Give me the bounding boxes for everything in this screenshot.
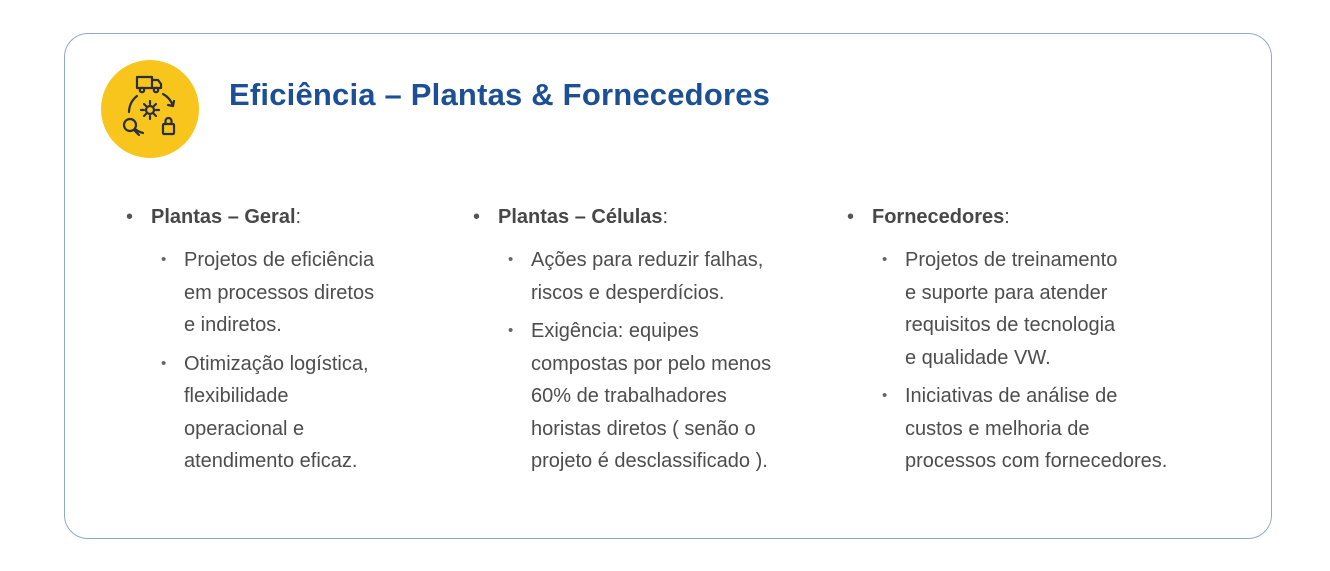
list-item-line: e qualidade VW. xyxy=(905,346,1051,369)
column-heading xyxy=(126,202,374,232)
column-heading-label: Plantas – Geral xyxy=(151,206,296,228)
list-item xyxy=(882,244,1167,374)
list-item-line: 60% de trabalhadores xyxy=(531,385,727,407)
list-item xyxy=(508,244,771,309)
column-heading xyxy=(847,202,1167,232)
page-title: Eficiência – Plantas & Fornecedores xyxy=(229,77,771,112)
list-item-line: riscos e desperdícios. xyxy=(531,281,725,304)
list-item xyxy=(882,380,1167,478)
list-item xyxy=(161,348,374,478)
column-heading-label: Fornecedores xyxy=(872,206,1005,228)
heading-colon: : xyxy=(662,206,669,228)
list-item-line: operacional e xyxy=(184,417,305,440)
column-heading-label: Plantas – Células xyxy=(498,206,663,228)
list-item-line: compostas por pelo menos xyxy=(531,352,772,375)
bullet-list xyxy=(847,244,1167,478)
list-item-line: e indiretos. xyxy=(184,314,282,336)
column-heading xyxy=(473,202,771,232)
list-item-line: flexibilidade xyxy=(184,385,289,407)
column-fornecedores xyxy=(847,202,1167,484)
list-item-line: • Projetos de eficiência xyxy=(184,249,375,271)
bullet-list xyxy=(126,244,374,478)
list-item-line: em processos diretos xyxy=(184,281,375,304)
list-item-line: • Ações para reduzir falhas, xyxy=(531,249,764,271)
list-item-line: custos e melhoria de xyxy=(905,417,1090,440)
list-item xyxy=(161,244,374,342)
list-item-line: e suporte para atender xyxy=(905,281,1108,304)
heading-colon: : xyxy=(1004,206,1010,228)
list-item-line: • Exigência: equipes xyxy=(531,320,699,342)
bullet-list xyxy=(473,244,771,478)
efficiency-cycle-icon xyxy=(101,60,199,158)
content-card xyxy=(64,33,1272,539)
list-item-line: • Projetos de treinamento xyxy=(905,249,1118,271)
list-item-line: projeto é desclassificado ). xyxy=(531,450,768,472)
list-item-line: atendimento eficaz. xyxy=(184,450,358,472)
list-item-line: processos com fornecedores. xyxy=(905,450,1168,472)
list-item xyxy=(508,315,771,478)
heading-colon: : xyxy=(295,206,302,228)
column-plantas-celulas xyxy=(473,202,771,484)
list-item-line: requisitos de tecnologia xyxy=(905,314,1116,336)
list-item-line: • Iniciativas de análise de xyxy=(905,385,1118,407)
efficiency-badge xyxy=(101,60,199,158)
list-item-line: horistas diretos ( senão o xyxy=(531,417,756,440)
list-item-line: • Otimização logística, xyxy=(184,352,369,375)
column-plantas-geral xyxy=(126,202,374,484)
